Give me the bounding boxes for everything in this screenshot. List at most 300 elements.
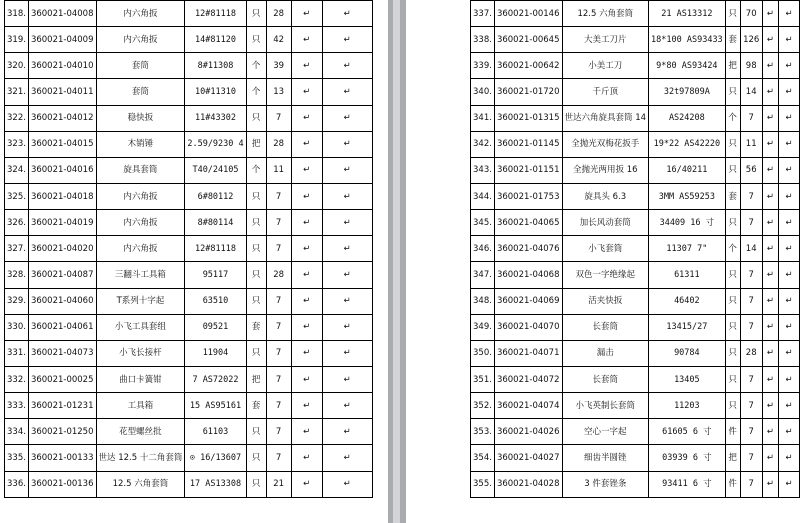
part-name-cell: 小美工刀 xyxy=(562,53,649,79)
unit-cell: 只 xyxy=(725,366,740,392)
row-number-cell: 338. xyxy=(471,27,495,53)
part-name-cell: 活夹快扳 xyxy=(562,288,649,314)
part-code-cell: 360021-04060 xyxy=(28,288,96,314)
part-spec-cell: 18*100 AS93433 xyxy=(649,27,726,53)
part-spec-cell: T40/24105 xyxy=(185,157,246,183)
unit-cell: 个 xyxy=(246,157,266,183)
part-name-cell: 小飞套筒 xyxy=(562,236,649,262)
part-code-cell: 360021-00133 xyxy=(28,445,96,471)
paragraph-mark-cell: ↵ xyxy=(762,236,778,262)
part-code-cell: 360021-01315 xyxy=(494,105,562,131)
quantity-cell: 14 xyxy=(740,236,762,262)
document-page-right xyxy=(406,0,800,523)
quantity-cell: 7 xyxy=(266,105,291,131)
parts-table-left xyxy=(4,0,373,498)
row-number-cell: 329. xyxy=(5,288,29,314)
part-code-cell: 360021-04011 xyxy=(28,79,96,105)
part-spec-cell: 16/40211 xyxy=(649,157,726,183)
part-spec-cell: 10#11310 xyxy=(185,79,246,105)
row-number-cell: 343. xyxy=(471,157,495,183)
part-name-cell: 套筒 xyxy=(96,79,185,105)
part-spec-cell: 61311 xyxy=(649,262,726,288)
paragraph-mark-cell: ↵ xyxy=(291,419,322,445)
part-code-cell: 360021-04008 xyxy=(28,1,96,27)
quantity-cell: 7 xyxy=(740,183,762,209)
unit-cell: 只 xyxy=(725,393,740,419)
unit-cell: 个 xyxy=(246,79,266,105)
row-number-cell: 318. xyxy=(5,1,29,27)
paragraph-mark-cell: ↵ xyxy=(322,262,372,288)
paragraph-mark-cell: ↵ xyxy=(291,314,322,340)
part-code-cell: 360021-01720 xyxy=(494,79,562,105)
part-spec-cell: 61103 xyxy=(185,419,246,445)
row-number-cell: 335. xyxy=(5,445,29,471)
table-row xyxy=(5,366,373,392)
paragraph-mark-cell: ↵ xyxy=(762,79,778,105)
unit-cell: 只 xyxy=(725,1,740,27)
table-row xyxy=(471,79,800,105)
quantity-cell: 28 xyxy=(266,262,291,288)
table-row xyxy=(471,183,800,209)
table-row xyxy=(471,471,800,497)
part-spec-cell: 11904 xyxy=(185,340,246,366)
table-row xyxy=(471,393,800,419)
part-code-cell: 360021-04010 xyxy=(28,53,96,79)
quantity-cell: 14 xyxy=(740,79,762,105)
quantity-cell: 7 xyxy=(740,262,762,288)
unit-cell: 只 xyxy=(246,105,266,131)
part-spec-cell: 61605 6 寸 xyxy=(649,419,726,445)
unit-cell: 只 xyxy=(246,445,266,471)
part-name-cell: 小飞工具套组 xyxy=(96,314,185,340)
paragraph-mark-cell: ↵ xyxy=(762,471,778,497)
paragraph-mark-cell: ↵ xyxy=(779,471,800,497)
table-row xyxy=(471,366,800,392)
part-spec-cell: AS24208 xyxy=(649,105,726,131)
part-code-cell: 360021-04061 xyxy=(28,314,96,340)
paragraph-mark-cell: ↵ xyxy=(322,79,372,105)
quantity-cell: 21 xyxy=(266,471,291,497)
unit-cell: 只 xyxy=(725,210,740,236)
paragraph-mark-cell: ↵ xyxy=(762,314,778,340)
table-row xyxy=(5,210,373,236)
part-name-cell: 木销锤 xyxy=(96,131,185,157)
part-name-cell: 小飞长接杆 xyxy=(96,340,185,366)
part-name-cell: 工具箱 xyxy=(96,393,185,419)
part-code-cell: 360021-04015 xyxy=(28,131,96,157)
quantity-cell: 7 xyxy=(266,393,291,419)
row-number-cell: 355. xyxy=(471,471,495,497)
part-spec-cell: 9*80 AS93424 xyxy=(649,53,726,79)
part-name-cell: 千斤顶 xyxy=(562,79,649,105)
quantity-cell: 7 xyxy=(266,210,291,236)
paragraph-mark-cell: ↵ xyxy=(779,183,800,209)
part-spec-cell: ⊙ 16/13607 xyxy=(185,445,246,471)
part-name-cell: 双色一字绝缘起 xyxy=(562,262,649,288)
quantity-cell: 7 xyxy=(266,236,291,262)
quantity-cell: 7 xyxy=(266,288,291,314)
row-number-cell: 327. xyxy=(5,236,29,262)
quantity-cell: 7 xyxy=(266,419,291,445)
part-name-cell: 内六角扳 xyxy=(96,27,185,53)
paragraph-mark-cell: ↵ xyxy=(779,288,800,314)
row-number-cell: 339. xyxy=(471,53,495,79)
paragraph-mark-cell: ↵ xyxy=(291,445,322,471)
part-name-cell: 12.5 六角套筒 xyxy=(96,471,185,497)
unit-cell: 只 xyxy=(246,262,266,288)
part-code-cell: 360021-00146 xyxy=(494,1,562,27)
unit-cell: 件 xyxy=(725,471,740,497)
paragraph-mark-cell: ↵ xyxy=(291,366,322,392)
part-code-cell: 360021-04019 xyxy=(28,210,96,236)
part-code-cell: 360021-04076 xyxy=(494,236,562,262)
paragraph-mark-cell: ↵ xyxy=(779,366,800,392)
unit-cell: 把 xyxy=(725,53,740,79)
part-spec-cell: 3MM AS59253 xyxy=(649,183,726,209)
paragraph-mark-cell: ↵ xyxy=(762,419,778,445)
part-spec-cell: 13405 xyxy=(649,366,726,392)
row-number-cell: 330. xyxy=(5,314,29,340)
part-spec-cell: 15 AS95161 xyxy=(185,393,246,419)
part-name-cell: 曲口卡簧钳 xyxy=(96,366,185,392)
paragraph-mark-cell: ↵ xyxy=(779,79,800,105)
quantity-cell: 7 xyxy=(740,314,762,340)
unit-cell: 只 xyxy=(725,262,740,288)
row-number-cell: 354. xyxy=(471,445,495,471)
part-code-cell: 360021-04020 xyxy=(28,236,96,262)
paragraph-mark-cell: ↵ xyxy=(291,210,322,236)
part-name-cell: 花型螺丝批 xyxy=(96,419,185,445)
part-spec-cell: 2.59/9230 4 xyxy=(185,131,246,157)
part-code-cell: 360021-00025 xyxy=(28,366,96,392)
part-code-cell: 360021-04072 xyxy=(494,366,562,392)
paragraph-mark-cell: ↵ xyxy=(762,183,778,209)
unit-cell: 把 xyxy=(246,366,266,392)
part-code-cell: 360021-04027 xyxy=(494,445,562,471)
part-code-cell: 360021-04087 xyxy=(28,262,96,288)
table-row xyxy=(471,340,800,366)
paragraph-mark-cell: ↵ xyxy=(762,105,778,131)
table-row xyxy=(5,340,373,366)
unit-cell: 套 xyxy=(725,183,740,209)
part-spec-cell: 46402 xyxy=(649,288,726,314)
part-name-cell: 内六角扳 xyxy=(96,210,185,236)
paragraph-mark-cell: ↵ xyxy=(779,53,800,79)
quantity-cell: 7 xyxy=(266,183,291,209)
table-row xyxy=(471,236,800,262)
unit-cell: 只 xyxy=(725,131,740,157)
unit-cell: 只 xyxy=(725,314,740,340)
part-spec-cell: 8#80114 xyxy=(185,210,246,236)
part-code-cell: 360021-04028 xyxy=(494,471,562,497)
row-number-cell: 322. xyxy=(5,105,29,131)
paragraph-mark-cell: ↵ xyxy=(779,27,800,53)
table-row xyxy=(471,105,800,131)
table-row xyxy=(471,157,800,183)
paragraph-mark-cell: ↵ xyxy=(291,131,322,157)
part-name-cell: 世达 12.5 十二角套筒 xyxy=(96,445,185,471)
row-number-cell: 341. xyxy=(471,105,495,131)
table-row xyxy=(5,79,373,105)
paragraph-mark-cell: ↵ xyxy=(762,262,778,288)
part-name-cell: 加长风动套筒 xyxy=(562,210,649,236)
part-spec-cell: 63510 xyxy=(185,288,246,314)
paragraph-mark-cell: ↵ xyxy=(322,27,372,53)
part-name-cell: 旋具头 6.3 xyxy=(562,183,649,209)
paragraph-mark-cell: ↵ xyxy=(322,236,372,262)
paragraph-mark-cell: ↵ xyxy=(291,340,322,366)
row-number-cell: 352. xyxy=(471,393,495,419)
unit-cell: 只 xyxy=(725,288,740,314)
paragraph-mark-cell: ↵ xyxy=(322,366,372,392)
quantity-cell: 11 xyxy=(266,157,291,183)
paragraph-mark-cell: ↵ xyxy=(291,471,322,497)
row-number-cell: 344. xyxy=(471,183,495,209)
part-spec-cell: 17 AS13308 xyxy=(185,471,246,497)
paragraph-mark-cell: ↵ xyxy=(779,262,800,288)
part-spec-cell: 12#81118 xyxy=(185,236,246,262)
paragraph-mark-cell: ↵ xyxy=(762,288,778,314)
table-row xyxy=(471,262,800,288)
row-number-cell: 353. xyxy=(471,419,495,445)
part-name-cell: 世达六角旋具套筒 14 xyxy=(562,105,649,131)
paragraph-mark-cell: ↵ xyxy=(291,79,322,105)
unit-cell: 个 xyxy=(725,105,740,131)
part-spec-cell: 93411 6 寸 xyxy=(649,471,726,497)
table-row xyxy=(471,314,800,340)
paragraph-mark-cell: ↵ xyxy=(322,419,372,445)
paragraph-mark-cell: ↵ xyxy=(291,1,322,27)
quantity-cell: 7 xyxy=(740,445,762,471)
part-spec-cell: 13415/27 xyxy=(649,314,726,340)
paragraph-mark-cell: ↵ xyxy=(762,53,778,79)
row-number-cell: 326. xyxy=(5,210,29,236)
quantity-cell: 7 xyxy=(740,393,762,419)
table-row xyxy=(5,157,373,183)
part-code-cell: 360021-01231 xyxy=(28,393,96,419)
part-name-cell: 三翻斗工具箱 xyxy=(96,262,185,288)
unit-cell: 只 xyxy=(246,1,266,27)
quantity-cell: 28 xyxy=(266,131,291,157)
paragraph-mark-cell: ↵ xyxy=(762,1,778,27)
paragraph-mark-cell: ↵ xyxy=(322,1,372,27)
part-name-cell: 小飞英制长套筒 xyxy=(562,393,649,419)
part-code-cell: 360021-04012 xyxy=(28,105,96,131)
part-code-cell: 360021-04068 xyxy=(494,262,562,288)
paragraph-mark-cell: ↵ xyxy=(779,157,800,183)
page-gap-scrollbar[interactable] xyxy=(388,0,406,523)
paragraph-mark-cell: ↵ xyxy=(322,183,372,209)
part-code-cell: 360021-01250 xyxy=(28,419,96,445)
quantity-cell: 7 xyxy=(740,210,762,236)
paragraph-mark-cell: ↵ xyxy=(322,340,372,366)
paragraph-mark-cell: ↵ xyxy=(291,105,322,131)
paragraph-mark-cell: ↵ xyxy=(779,419,800,445)
unit-cell: 个 xyxy=(246,53,266,79)
row-number-cell: 323. xyxy=(5,131,29,157)
part-spec-cell: 21 AS13312 xyxy=(649,1,726,27)
table-row xyxy=(471,445,800,471)
table-row xyxy=(471,288,800,314)
paragraph-mark-cell: ↵ xyxy=(291,236,322,262)
paragraph-mark-cell: ↵ xyxy=(762,393,778,419)
row-number-cell: 321. xyxy=(5,79,29,105)
table-row xyxy=(5,27,373,53)
part-spec-cell: 03939 6 寸 xyxy=(649,445,726,471)
part-name-cell: 空心一字起 xyxy=(562,419,649,445)
quantity-cell: 7 xyxy=(266,340,291,366)
table-row xyxy=(5,1,373,27)
quantity-cell: 7 xyxy=(266,314,291,340)
part-code-cell: 360021-04009 xyxy=(28,27,96,53)
row-number-cell: 332. xyxy=(5,366,29,392)
row-number-cell: 331. xyxy=(5,340,29,366)
row-number-cell: 349. xyxy=(471,314,495,340)
scrollbar-thumb[interactable] xyxy=(393,0,400,523)
quantity-cell: 56 xyxy=(740,157,762,183)
row-number-cell: 328. xyxy=(5,262,29,288)
part-spec-cell: 32t97809A xyxy=(649,79,726,105)
quantity-cell: 126 xyxy=(740,27,762,53)
part-name-cell: 漏击 xyxy=(562,340,649,366)
quantity-cell: 7 xyxy=(740,366,762,392)
unit-cell: 套 xyxy=(246,393,266,419)
quantity-cell: 28 xyxy=(266,1,291,27)
table-row xyxy=(5,419,373,445)
quantity-cell: 42 xyxy=(266,27,291,53)
part-code-cell: 360021-04026 xyxy=(494,419,562,445)
part-spec-cell: 90784 xyxy=(649,340,726,366)
unit-cell: 套 xyxy=(246,314,266,340)
quantity-cell: 11 xyxy=(740,131,762,157)
row-number-cell: 324. xyxy=(5,157,29,183)
part-spec-cell: 14#81120 xyxy=(185,27,246,53)
paragraph-mark-cell: ↵ xyxy=(291,27,322,53)
part-spec-cell: 6#80112 xyxy=(185,183,246,209)
paragraph-mark-cell: ↵ xyxy=(322,314,372,340)
table-row xyxy=(5,262,373,288)
table-row xyxy=(471,27,800,53)
row-number-cell: 319. xyxy=(5,27,29,53)
unit-cell: 只 xyxy=(725,157,740,183)
row-number-cell: 347. xyxy=(471,262,495,288)
unit-cell: 只 xyxy=(725,79,740,105)
paragraph-mark-cell: ↵ xyxy=(762,27,778,53)
paragraph-mark-cell: ↵ xyxy=(762,366,778,392)
paragraph-mark-cell: ↵ xyxy=(762,445,778,471)
row-number-cell: 333. xyxy=(5,393,29,419)
quantity-cell: 28 xyxy=(740,340,762,366)
unit-cell: 只 xyxy=(246,340,266,366)
unit-cell: 只 xyxy=(246,419,266,445)
paragraph-mark-cell: ↵ xyxy=(779,236,800,262)
part-code-cell: 360021-04016 xyxy=(28,157,96,183)
part-spec-cell: 8#11308 xyxy=(185,53,246,79)
part-code-cell: 360021-04073 xyxy=(28,340,96,366)
paragraph-mark-cell: ↵ xyxy=(322,131,372,157)
quantity-cell: 98 xyxy=(740,53,762,79)
part-name-cell: 12.5 六角套筒 xyxy=(562,1,649,27)
part-name-cell: 稳快扳 xyxy=(96,105,185,131)
row-number-cell: 342. xyxy=(471,131,495,157)
paragraph-mark-cell: ↵ xyxy=(322,53,372,79)
quantity-cell: 7 xyxy=(266,366,291,392)
unit-cell: 只 xyxy=(246,288,266,314)
paragraph-mark-cell: ↵ xyxy=(779,210,800,236)
row-number-cell: 348. xyxy=(471,288,495,314)
part-code-cell: 360021-04070 xyxy=(494,314,562,340)
part-name-cell: 大美工刀片 xyxy=(562,27,649,53)
paragraph-mark-cell: ↵ xyxy=(322,393,372,419)
paragraph-mark-cell: ↵ xyxy=(291,183,322,209)
quantity-cell: 13 xyxy=(266,79,291,105)
row-number-cell: 336. xyxy=(5,471,29,497)
paragraph-mark-cell: ↵ xyxy=(779,105,800,131)
quantity-cell: 7 xyxy=(740,288,762,314)
part-name-cell: T系列十字起 xyxy=(96,288,185,314)
part-name-cell: 细齿半圆锉 xyxy=(562,445,649,471)
quantity-cell: 70 xyxy=(740,1,762,27)
row-number-cell: 345. xyxy=(471,210,495,236)
part-name-cell: 全抛光双梅花扳手 xyxy=(562,131,649,157)
part-name-cell: 3 件套锉条 xyxy=(562,471,649,497)
unit-cell: 只 xyxy=(725,340,740,366)
table-row xyxy=(5,131,373,157)
paragraph-mark-cell: ↵ xyxy=(779,1,800,27)
paragraph-mark-cell: ↵ xyxy=(291,288,322,314)
paragraph-mark-cell: ↵ xyxy=(779,314,800,340)
unit-cell: 只 xyxy=(246,183,266,209)
part-code-cell: 360021-01145 xyxy=(494,131,562,157)
part-spec-cell: 34409 16 寸 xyxy=(649,210,726,236)
quantity-cell: 7 xyxy=(740,419,762,445)
document-page-left xyxy=(0,0,388,523)
part-name-cell: 长套筒 xyxy=(562,314,649,340)
row-number-cell: 334. xyxy=(5,419,29,445)
part-code-cell: 360021-00645 xyxy=(494,27,562,53)
unit-cell: 件 xyxy=(725,419,740,445)
part-code-cell: 360021-00136 xyxy=(28,471,96,497)
part-spec-cell: 19*22 AS42220 xyxy=(649,131,726,157)
part-name-cell: 内六角扳 xyxy=(96,183,185,209)
parts-table-right xyxy=(470,0,800,498)
part-name-cell: 内六角扳 xyxy=(96,236,185,262)
row-number-cell: 350. xyxy=(471,340,495,366)
paragraph-mark-cell: ↵ xyxy=(322,210,372,236)
unit-cell: 个 xyxy=(725,236,740,262)
paragraph-mark-cell: ↵ xyxy=(762,210,778,236)
row-number-cell: 351. xyxy=(471,366,495,392)
paragraph-mark-cell: ↵ xyxy=(762,131,778,157)
row-number-cell: 340. xyxy=(471,79,495,105)
table-row xyxy=(471,419,800,445)
unit-cell: 把 xyxy=(725,445,740,471)
table-row xyxy=(5,393,373,419)
paragraph-mark-cell: ↵ xyxy=(322,105,372,131)
unit-cell: 只 xyxy=(246,27,266,53)
part-code-cell: 360021-04069 xyxy=(494,288,562,314)
part-code-cell: 360021-01151 xyxy=(494,157,562,183)
unit-cell: 把 xyxy=(246,131,266,157)
paragraph-mark-cell: ↵ xyxy=(779,393,800,419)
part-spec-cell: 11307 7" xyxy=(649,236,726,262)
paragraph-mark-cell: ↵ xyxy=(322,445,372,471)
paragraph-mark-cell: ↵ xyxy=(322,471,372,497)
paragraph-mark-cell: ↵ xyxy=(291,393,322,419)
quantity-cell: 7 xyxy=(740,105,762,131)
table-row xyxy=(471,1,800,27)
part-name-cell: 全抛光两用扳 16 xyxy=(562,157,649,183)
